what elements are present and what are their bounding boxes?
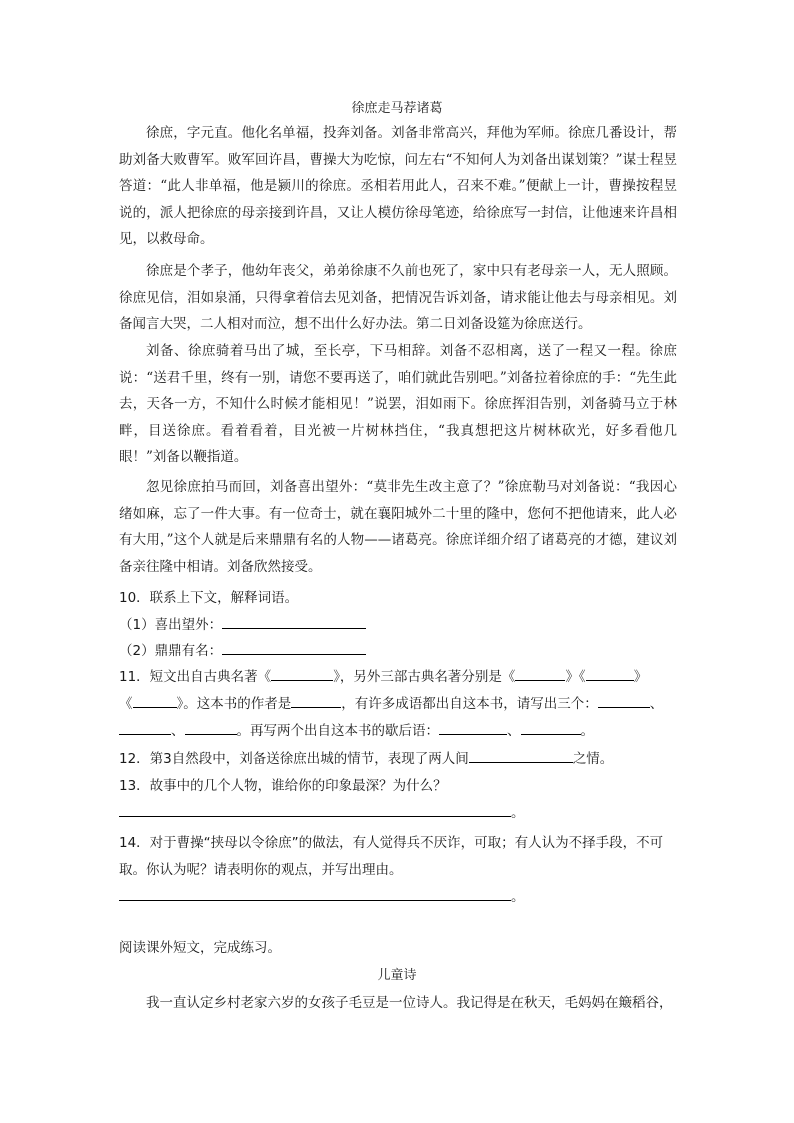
question-11-text: ，有许多成语都出自这本书，请写出三个：	[341, 696, 598, 712]
question-13: 13．故事中的几个人物，谁给你的印象最深？为什么？	[119, 778, 447, 794]
question-13-answer	[119, 800, 689, 827]
answer-blank[interactable]	[469, 748, 573, 763]
question-10-2-label: （2）鼎鼎有名：	[119, 643, 223, 659]
answer-line[interactable]	[119, 802, 511, 817]
question-11-text: 》	[633, 669, 648, 685]
poem-story-title: 儿童诗	[377, 968, 417, 983]
question-11-text: 》。这本书的作者是	[176, 696, 292, 712]
question-11-text: 、	[507, 723, 521, 739]
answer-blank[interactable]	[222, 614, 366, 629]
question-11-text: 。	[580, 723, 594, 739]
answer-blank[interactable]	[133, 693, 177, 708]
story-title: 徐庶走马荐诸葛	[351, 101, 443, 116]
question-11-text: 11．短文出自古典名著《	[119, 669, 272, 685]
question-11-text: 、	[649, 696, 664, 712]
question-11-text: 。再写两个出自这本书的歇后语：	[236, 723, 439, 739]
question-10: 10．联系上下文，解释词语。	[119, 590, 299, 606]
poem-story-paragraph-1: 我一直认定乡村老家六岁的女孩子毛豆是一位诗人。我记得是在秋天，毛妈妈在簸稻谷，	[146, 995, 673, 1011]
question-11-line-3	[119, 718, 689, 745]
answer-blank[interactable]	[185, 720, 237, 735]
question-12-text: 12．第3自然段中，刘备送徐庶出城的情节，表现了两人间	[119, 751, 469, 767]
question-11-text: 《	[119, 696, 133, 712]
answer-blank[interactable]	[291, 693, 341, 708]
question-14: 14．对于曹操“挟母以令徐庶”的做法，有人觉得兵不厌诈，可取；有人认为不择手段，不可取。你认为呢？请表明你的观点，并写出理由。	[119, 835, 664, 878]
question-11-line-2	[119, 691, 689, 718]
answer-line[interactable]	[119, 886, 511, 901]
answer-blank[interactable]	[271, 666, 333, 681]
story-paragraph-1: 徐庶，字元直。他化名单福，投奔刘备。刘备非常高兴，拜他为军师。徐庶几番设计，帮助刘备大败曹军。败军回许昌，曹操大为吃惊，问左右“不知何人为刘备出谋划策？”谋士程昱答道：“此人非单福，他是颍川的徐庶。丞相若用此人，召来不难。”便献上一计，曹操按程昱说的，派人把徐庶的母亲接到许昌，又让人模仿徐母笔迹，给徐庶写一封信，让他速来许昌相见，以救母命。	[119, 125, 677, 247]
answer-blank[interactable]	[222, 640, 366, 655]
question-12-text: 之情。	[572, 751, 614, 767]
story-paragraph-2: 徐庶是个孝子，他幼年丧父，弟弟徐康不久前也死了，家中只有老母亲一人，无人照顾。徐庶见信，泪如泉涌，只得拿着信去见刘备，把情况告诉刘备，请求能让他去与母亲相见。刘备闻言大哭，二人相对而泣，想不出什么好办法。第二日刘备设筵为徐庶送行。	[119, 263, 677, 332]
answer-blank[interactable]	[598, 693, 650, 708]
answer-blank[interactable]	[439, 720, 507, 735]
answer-blank[interactable]	[515, 666, 565, 681]
question-11-text: 、	[171, 723, 185, 739]
question-10-1-label: （1）喜出望外：	[119, 617, 223, 633]
answer-end-mark: 。	[511, 889, 525, 905]
question-11-line-1	[119, 664, 689, 691]
question-12	[119, 746, 689, 773]
question-10-2	[119, 638, 689, 665]
story-paragraph-3: 刘备、徐庶骑着马出了城，至长亭，下马相辞。刘备不忍相离，送了一程又一程。徐庶说：“送君千里，终有一别，请您不要再送了，咱们就此告别吧。”刘备拉着徐庶的手：“先生此去，天各一方，不知什么时候才能相见！”说罢，泪如雨下。徐庶挥泪告别，刘备骑马立于林畔，目送徐庶。看着看着，目光被一片树林挡住，“我真想把这片树林砍光，好多看他几眼！”刘备以鞭指道。	[119, 343, 677, 465]
section-intro: 阅读课外短文，完成练习。	[119, 940, 281, 956]
story-paragraph-4: 忽见徐庶拍马而回，刘备喜出望外：“莫非先生改主意了？”徐庶勒马对刘备说：“我因心绪如麻，忘了一件大事。有一位奇士，就在襄阳城外二十里的隆中，您何不把他请来，此人必有大用，”这个人就是后来鼎鼎有名的人物——诸葛亮。徐庶详细介绍了诸葛亮的才德，建议刘备亲往隆中相请。刘备欣然接受。	[119, 479, 677, 575]
answer-blank[interactable]	[119, 720, 171, 735]
question-10-1	[119, 612, 689, 639]
question-14-answer	[119, 884, 689, 911]
question-11-text: 》，另外三部古典名著分别是《	[333, 669, 516, 685]
answer-end-mark: 。	[511, 805, 525, 821]
answer-blank[interactable]	[586, 666, 634, 681]
answer-blank[interactable]	[521, 720, 581, 735]
question-11-text: 》《	[565, 669, 586, 685]
